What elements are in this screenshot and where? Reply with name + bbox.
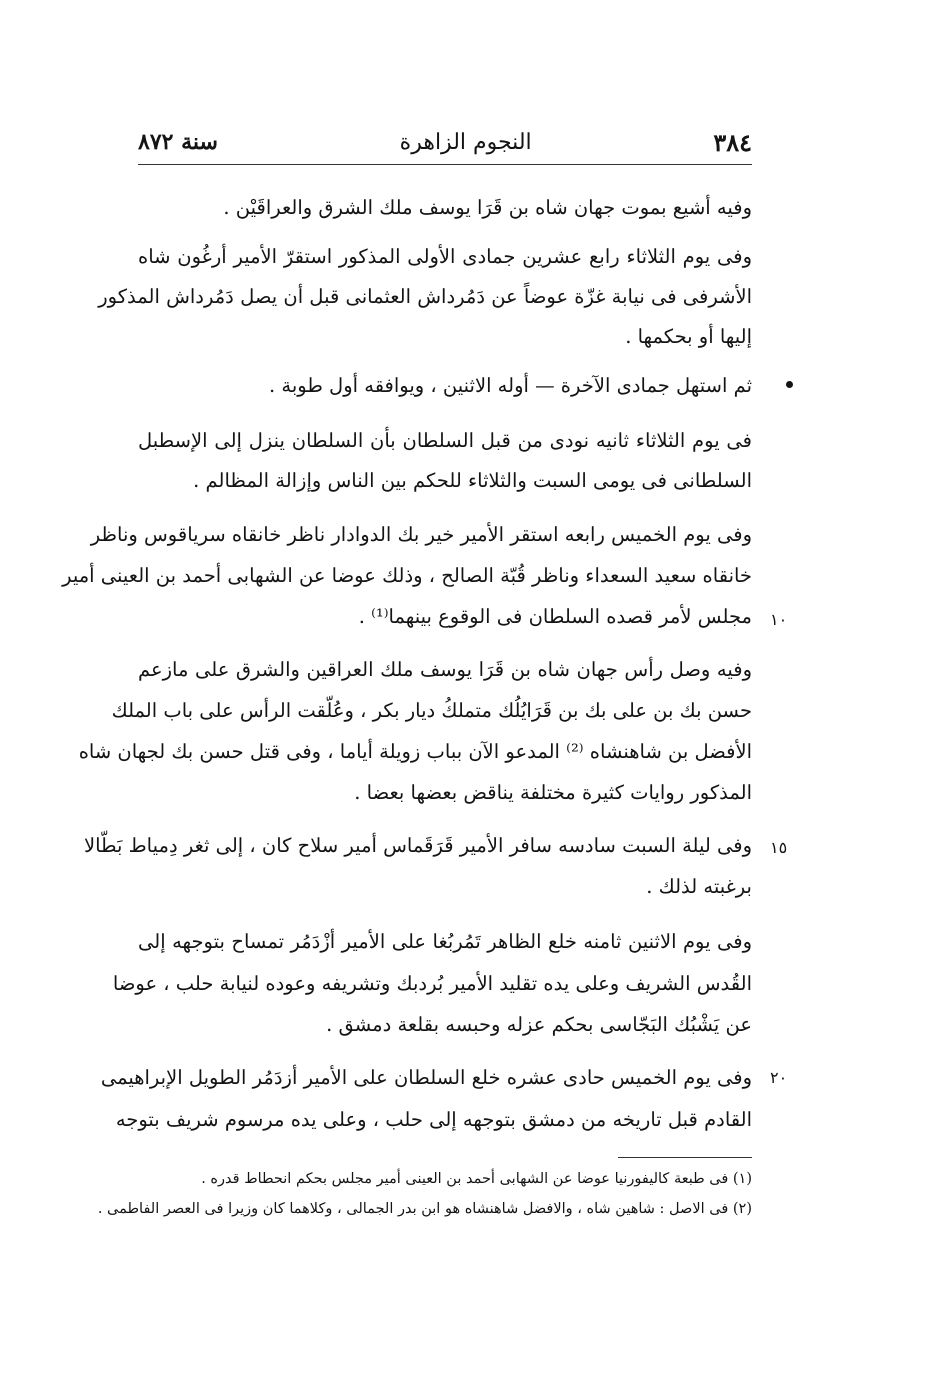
text-line: القُدس الشريف وعلى يده تقليد الأمير بُردبك وتشريفه وعوده لنيابة حلب ، عوضا (112, 972, 752, 995)
text-line: الأفضل بن شاهنشاه ⁽²⁾ المدعو الآن بباب زويلة أياما ، وفى قتل حسن بك لجهان شاه (78, 740, 752, 763)
text-line: خانقاه سعيد السعداء وناظر قُبّة الصالح ، وذلك عوضا عن الشهابى أحمد بن العينى أمير (62, 564, 752, 587)
line-number: ١٥ (770, 838, 788, 857)
running-header (138, 124, 752, 160)
text-line: السلطانى فى يومى السبت والثلاثاء للحكم بين الناس وإزالة المظالم . (193, 469, 752, 492)
text-line: وفيه أشيع بموت جهان شاه بن قَرَا يوسف ملك الشرق والعراقَيْن . (223, 196, 752, 219)
footnote: (١) فى طبعة كاليفورنيا عوضا عن الشهابى أحمد بن العينى أمير مجلس بحكم انحطاط قدره . (201, 1171, 752, 1187)
footnote: (٢) فى الاصل : شاهين شاه ، والافضل شاهنشاه هو ابن بدر الجمالى ، وكلاهما كان وزيرا فى العصر الفاطمى . (97, 1201, 752, 1217)
line-number: ١٠ (770, 610, 788, 629)
page-number: ٣٨٤ (713, 127, 752, 157)
text-line: ثم استهل جمادى الآخرة — أوله الاثنين ، ويوافقه أول طوبة . (268, 374, 752, 397)
text-line: وفى يوم الخميس حادى عشره خلع السلطان على الأمير أزدَمُر الطويل الإبراهيمى (100, 1066, 752, 1089)
text-line: عن يَشْبُك البَجّاسى بحكم عزله وحبسه بقلعة دمشق . (326, 1013, 752, 1036)
line-number: ٢٠ (770, 1068, 788, 1087)
text-line: المذكور روايات كثيرة مختلفة يناقض بعضها بعضا . (354, 781, 752, 804)
book-title: النجوم الزاهرة (399, 129, 532, 155)
text-line: وفى ليلة السبت سادسه سافر الأمير قَرَقَماس أمير سلاح كان ، إلى ثغر دِمياط بَطّالا (83, 834, 752, 857)
text-line: إليها أو بحكمها . (625, 325, 752, 348)
margin-bullet (786, 381, 793, 388)
text-line: فى يوم الثلاثاء ثانيه نودى من قبل السلطان بأن السلطان ينزل إلى الإسطبل (138, 429, 752, 452)
text-line: وفى يوم الاثنين ثامنه خلع الظاهر تَمُربُغا على الأمير أزْدَمُر تمساح بتوجهه إلى (138, 930, 752, 953)
text-line: القادم قبل تاريخه من دمشق بتوجهه إلى حلب ، وعلى يده مرسوم شريف بتوجه (115, 1108, 752, 1131)
text-line: وفيه وصل رأس جهان شاه بن قَرَا يوسف ملك العراقين والشرق على مازعم (138, 658, 752, 681)
text-line: الأشرفى فى نيابة غزّة عوضاً عن دَمُرداش العثمانى قبل أن يصل دَمُرداش المذكور (98, 285, 752, 308)
text-line: وفى يوم الثلاثاء رابع عشرين جمادى الأولى المذكور استقرّ الأمير أرغُون شاه (138, 245, 752, 268)
header-rule (138, 164, 752, 165)
text-line: مجلس لأمر قصده السلطان فى الوقوع بينهما⁽¹⁾ . (358, 605, 752, 628)
text-line: برغبته لذلك . (646, 875, 752, 898)
year-label: سنة ٨٧٢ (138, 129, 218, 155)
text-line: حسن بك بن على بك بن قَرَايُلُك متملكُ ديار بكر ، وعُلّقت الرأس على باب الملك (111, 699, 752, 722)
text-line: وفى يوم الخميس رابعه استقر الأمير خير بك الدوادار ناظر خانقاه سرياقوس وناظر (90, 523, 752, 546)
footnote-rule (618, 1157, 752, 1158)
